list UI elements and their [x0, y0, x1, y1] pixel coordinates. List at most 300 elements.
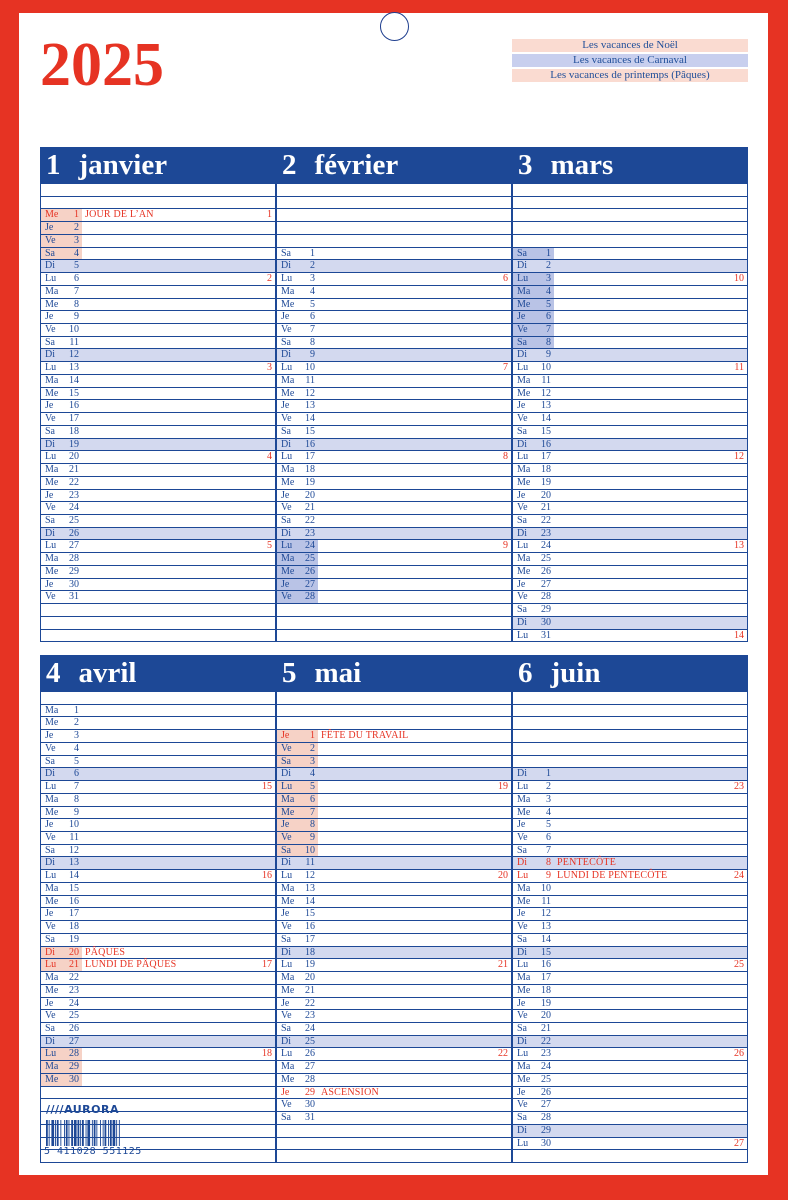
day-row — [41, 324, 275, 337]
day-row — [513, 299, 747, 312]
day-row — [513, 490, 747, 503]
week-number: 17 — [262, 959, 272, 971]
day-number: 5 — [74, 260, 79, 272]
day-number: 14 — [305, 895, 315, 907]
weekday: Sa — [45, 844, 55, 856]
weekday: Sa — [45, 425, 55, 437]
day-number: 18 — [69, 921, 79, 933]
day-row — [41, 349, 275, 362]
weekday: Ma — [281, 1061, 295, 1073]
month-name: février — [314, 149, 399, 181]
empty-row — [277, 717, 511, 730]
day-row — [41, 947, 275, 960]
month-header — [512, 655, 748, 692]
weekday: Ve — [281, 324, 292, 336]
day-number: 13 — [305, 882, 315, 894]
day-number: 24 — [541, 540, 551, 552]
week-number: 15 — [262, 781, 272, 793]
weekday: Sa — [517, 933, 527, 945]
day-row — [41, 985, 275, 998]
empty-row — [41, 197, 275, 210]
empty-row — [277, 1150, 511, 1163]
day-number: 27 — [305, 578, 315, 590]
weekday: Ve — [45, 502, 56, 514]
day-row — [513, 883, 747, 896]
day-row — [513, 260, 747, 273]
weekday: Di — [281, 857, 291, 869]
weekday: Di — [45, 768, 55, 780]
empty-row — [277, 604, 511, 617]
weekday: Ve — [45, 1010, 56, 1022]
weekday: Me — [281, 298, 295, 310]
weekday: Sa — [517, 425, 527, 437]
week-number: 22 — [498, 1048, 508, 1060]
barcode-bar — [51, 1120, 54, 1146]
day-number: 2 — [546, 781, 551, 793]
day-row — [513, 870, 747, 883]
day-number: 8 — [310, 819, 315, 831]
legend-printemps: Les vacances de printemps (Pâques) — [512, 69, 748, 82]
day-number: 12 — [69, 844, 79, 856]
day-list — [40, 692, 276, 1163]
day-number: 6 — [310, 793, 315, 805]
day-number: 19 — [541, 997, 551, 1009]
weekday: Lu — [281, 959, 293, 971]
day-row — [41, 743, 275, 756]
day-number: 11 — [305, 374, 315, 386]
weekday: Ve — [517, 413, 528, 425]
empty-row — [513, 184, 747, 197]
day-number: 2 — [74, 717, 79, 729]
barcode-bar — [86, 1120, 87, 1146]
day-row — [277, 1061, 511, 1074]
brand-name: AURORA — [64, 1103, 119, 1116]
barcode-number: 5 411028 551125 — [44, 1146, 142, 1157]
day-row — [41, 857, 275, 870]
empty-row — [513, 743, 747, 756]
week-number: 14 — [734, 629, 744, 641]
day-list — [276, 692, 512, 1163]
weekday: Ve — [517, 324, 528, 336]
week-number: 2 — [267, 273, 272, 285]
holiday-label: PENTECÔTE — [557, 857, 617, 869]
weekday: Sa — [45, 755, 55, 767]
weekday: Lu — [517, 781, 529, 793]
weekday: Lu — [45, 540, 57, 552]
day-number: 3 — [546, 273, 551, 285]
day-number: 13 — [305, 400, 315, 412]
day-number: 11 — [69, 336, 79, 348]
day-row — [277, 515, 511, 528]
day-row — [41, 959, 275, 972]
day-row — [513, 311, 747, 324]
weekday: Je — [45, 400, 54, 412]
day-row — [513, 451, 747, 464]
day-row — [513, 1074, 747, 1087]
weekday: Di — [281, 438, 291, 450]
weekday: Ve — [281, 1099, 292, 1111]
weekday: Ma — [45, 553, 59, 565]
day-number: 26 — [541, 565, 551, 577]
day-row — [513, 934, 747, 947]
day-number: 1 — [74, 704, 79, 716]
day-row — [277, 959, 511, 972]
day-row — [277, 490, 511, 503]
barcode-bar — [105, 1120, 107, 1146]
empty-row — [513, 717, 747, 730]
weekday: Je — [517, 489, 526, 501]
weekday: Lu — [281, 362, 293, 374]
day-number: 7 — [310, 806, 315, 818]
day-row — [41, 845, 275, 858]
day-number: 5 — [310, 298, 315, 310]
day-row — [513, 845, 747, 858]
day-row — [41, 553, 275, 566]
day-row — [513, 1125, 747, 1138]
day-number: 7 — [74, 285, 79, 297]
barcode-bar — [103, 1120, 104, 1146]
weekday: Me — [281, 806, 295, 818]
day-number: 5 — [310, 781, 315, 793]
day-number: 20 — [541, 1010, 551, 1022]
weekday: Di — [517, 616, 527, 628]
week-number: 9 — [503, 540, 508, 552]
day-row — [513, 349, 747, 362]
day-row — [513, 807, 747, 820]
legend-carnaval: Les vacances de Carnaval — [512, 54, 748, 67]
day-number: 8 — [546, 336, 551, 348]
empty-row — [277, 705, 511, 718]
day-row — [513, 248, 747, 261]
day-row — [277, 273, 511, 286]
weekday: Lu — [45, 362, 57, 374]
weekday: Sa — [281, 755, 291, 767]
barcode-bar — [66, 1120, 68, 1146]
day-number: 6 — [546, 832, 551, 844]
day-row — [41, 717, 275, 730]
weekday: Ve — [517, 1099, 528, 1111]
day-number: 25 — [305, 1035, 315, 1047]
day-row — [513, 477, 747, 490]
weekday: Sa — [281, 933, 291, 945]
holiday-label: JOUR DE L’AN — [85, 209, 154, 221]
weekday: Di — [45, 438, 55, 450]
day-row — [277, 1036, 511, 1049]
day-number: 10 — [69, 324, 79, 336]
weekday: Me — [45, 717, 59, 729]
weekday: Me — [517, 387, 531, 399]
weekday: Je — [517, 311, 526, 323]
weekday: Me — [281, 387, 295, 399]
day-row — [277, 337, 511, 350]
weekday: Di — [45, 857, 55, 869]
month-janvier — [40, 147, 276, 642]
weekday: Lu — [45, 781, 57, 793]
week-number: 6 — [503, 273, 508, 285]
day-number: 18 — [541, 984, 551, 996]
day-number: 13 — [69, 857, 79, 869]
day-list — [40, 184, 276, 642]
week-number: 1 — [267, 209, 272, 221]
month-name: avril — [78, 657, 137, 689]
day-row — [277, 768, 511, 781]
day-number: 4 — [546, 285, 551, 297]
weekday: Lu — [517, 362, 529, 374]
barcode-bar — [71, 1120, 73, 1146]
weekday: Ma — [45, 704, 59, 716]
barcode-bar — [46, 1120, 48, 1146]
weekday: Ma — [45, 374, 59, 386]
day-number: 19 — [305, 959, 315, 971]
day-number: 10 — [69, 819, 79, 831]
day-row — [277, 870, 511, 883]
weekday: Ma — [517, 553, 531, 565]
day-row — [277, 908, 511, 921]
day-number: 11 — [541, 374, 551, 386]
week-number: 8 — [503, 451, 508, 463]
day-number: 9 — [310, 832, 315, 844]
day-row — [513, 617, 747, 630]
weekday: Lu — [517, 1048, 529, 1060]
day-number: 12 — [305, 387, 315, 399]
barcode-bar — [49, 1120, 50, 1146]
day-number: 21 — [69, 959, 79, 971]
week-number: 27 — [734, 1137, 744, 1149]
day-number: 16 — [69, 895, 79, 907]
day-number: 24 — [541, 1061, 551, 1073]
day-number: 18 — [69, 425, 79, 437]
weekday: Ve — [281, 413, 292, 425]
weekday: Di — [281, 260, 291, 272]
day-number: 19 — [305, 476, 315, 488]
day-number: 15 — [69, 882, 79, 894]
day-row — [277, 311, 511, 324]
weekday: Ve — [45, 234, 56, 246]
day-number: 30 — [305, 1099, 315, 1111]
day-number: 21 — [305, 984, 315, 996]
day-row — [41, 883, 275, 896]
day-row — [41, 464, 275, 477]
weekday: Lu — [45, 959, 57, 971]
weekday: Lu — [45, 870, 57, 882]
weekday: Di — [517, 1124, 527, 1136]
barcode-bar — [92, 1120, 93, 1146]
weekday: Sa — [281, 1022, 291, 1034]
day-row — [41, 807, 275, 820]
day-number: 16 — [541, 959, 551, 971]
day-row — [513, 337, 747, 350]
week-number: 20 — [498, 870, 508, 882]
day-number: 10 — [305, 362, 315, 374]
day-row — [41, 705, 275, 718]
day-number: 22 — [305, 514, 315, 526]
weekday: Ma — [281, 464, 295, 476]
day-number: 26 — [541, 1086, 551, 1098]
weekday: Ma — [517, 374, 531, 386]
day-row — [277, 413, 511, 426]
month-header — [40, 147, 276, 184]
day-row — [41, 781, 275, 794]
day-row — [513, 388, 747, 401]
weekday: Je — [517, 400, 526, 412]
day-number: 29 — [305, 1086, 315, 1098]
barcode-bar — [80, 1120, 81, 1146]
day-number: 15 — [69, 387, 79, 399]
day-row — [277, 743, 511, 756]
month-header — [276, 147, 512, 184]
day-row — [277, 896, 511, 909]
day-number: 15 — [541, 425, 551, 437]
day-row — [277, 1099, 511, 1112]
day-row — [277, 807, 511, 820]
day-number: 28 — [541, 591, 551, 603]
day-number: 19 — [69, 438, 79, 450]
day-row — [41, 337, 275, 350]
weekday: Ma — [517, 972, 531, 984]
day-row — [277, 921, 511, 934]
weekday: Sa — [517, 1112, 527, 1124]
day-number: 24 — [69, 502, 79, 514]
day-number: 25 — [305, 553, 315, 565]
day-number: 16 — [69, 400, 79, 412]
day-number: 3 — [310, 755, 315, 767]
day-row — [277, 477, 511, 490]
day-row — [513, 1010, 747, 1023]
weekday: Je — [281, 400, 290, 412]
day-number: 9 — [546, 349, 551, 361]
day-number: 29 — [69, 1061, 79, 1073]
weekday: Di — [281, 527, 291, 539]
empty-row — [513, 756, 747, 769]
day-row — [277, 1048, 511, 1061]
day-number: 4 — [74, 742, 79, 754]
day-row — [41, 768, 275, 781]
barcode-bar — [87, 1120, 90, 1146]
day-row — [277, 1112, 511, 1125]
day-number: 14 — [69, 870, 79, 882]
weekday: Di — [517, 527, 527, 539]
weekday: Ma — [45, 793, 59, 805]
weekday: Di — [281, 349, 291, 361]
day-row — [513, 1138, 747, 1151]
week-number: 26 — [734, 1048, 744, 1060]
weekday: Ma — [517, 793, 531, 805]
day-list — [276, 184, 512, 642]
day-row — [277, 730, 511, 743]
day-row — [513, 604, 747, 617]
day-row — [41, 1010, 275, 1023]
empty-row — [41, 184, 275, 197]
day-row — [513, 972, 747, 985]
weekday: Je — [281, 311, 290, 323]
weekday: Me — [517, 895, 531, 907]
day-number: 24 — [305, 540, 315, 552]
weekday: Ve — [517, 832, 528, 844]
weekday: Sa — [281, 336, 291, 348]
day-row — [41, 566, 275, 579]
day-number: 30 — [69, 1073, 79, 1085]
weekday: Je — [45, 730, 54, 742]
day-number: 28 — [69, 1048, 79, 1060]
day-row — [41, 896, 275, 909]
barcode-bar — [60, 1120, 61, 1146]
barcode-bar — [108, 1120, 109, 1146]
weekday: Me — [517, 476, 531, 488]
weekday: Ma — [517, 1061, 531, 1073]
weekday: Je — [281, 489, 290, 501]
day-number: 31 — [305, 1112, 315, 1124]
day-number: 28 — [305, 1073, 315, 1085]
weekday: Me — [45, 565, 59, 577]
weekday: Me — [45, 806, 59, 818]
holiday-label: PÂQUES — [85, 946, 126, 958]
month-number: 1 — [46, 149, 61, 181]
day-number: 14 — [305, 413, 315, 425]
day-row — [513, 630, 747, 643]
day-row — [513, 1023, 747, 1036]
day-number: 7 — [310, 324, 315, 336]
day-row — [513, 857, 747, 870]
day-number: 9 — [74, 806, 79, 818]
barcode-bar — [119, 1120, 120, 1146]
hanging-hole — [380, 12, 409, 41]
weekday: Lu — [517, 273, 529, 285]
barcode-bar — [96, 1120, 97, 1146]
day-row — [513, 324, 747, 337]
day-number: 1 — [546, 247, 551, 259]
day-number: 6 — [310, 311, 315, 323]
day-number: 5 — [546, 819, 551, 831]
weekday: Ma — [517, 882, 531, 894]
weekday: Ve — [517, 502, 528, 514]
weekday: Lu — [517, 1137, 529, 1149]
weekday: Je — [281, 578, 290, 590]
weekday: Ve — [281, 742, 292, 754]
empty-row — [277, 235, 511, 248]
day-row — [277, 1010, 511, 1023]
weekday: Me — [281, 565, 295, 577]
barcode-bar — [116, 1120, 117, 1146]
weekday: Me — [45, 387, 59, 399]
month-avril — [40, 655, 276, 1163]
week-number: 7 — [503, 362, 508, 374]
day-row — [513, 553, 747, 566]
week-number: 24 — [734, 870, 744, 882]
logo-mark-icon: //// — [46, 1103, 65, 1116]
week-number: 11 — [734, 362, 744, 374]
empty-row — [277, 184, 511, 197]
day-row — [41, 375, 275, 388]
weekday: Je — [281, 997, 290, 1009]
day-row — [41, 1023, 275, 1036]
day-row — [277, 1023, 511, 1036]
weekday: Je — [517, 819, 526, 831]
weekday: Sa — [517, 514, 527, 526]
empty-row — [277, 1125, 511, 1138]
weekday: Lu — [281, 540, 293, 552]
day-number: 30 — [541, 616, 551, 628]
weekday: Me — [517, 565, 531, 577]
barcode-bar — [82, 1120, 84, 1146]
day-number: 15 — [541, 946, 551, 958]
day-number: 3 — [546, 793, 551, 805]
weekday: Di — [45, 349, 55, 361]
day-row — [513, 794, 747, 807]
weekday: Ve — [45, 921, 56, 933]
year-title: 2025 — [40, 31, 164, 99]
weekday: Di — [517, 946, 527, 958]
month-number: 3 — [518, 149, 533, 181]
